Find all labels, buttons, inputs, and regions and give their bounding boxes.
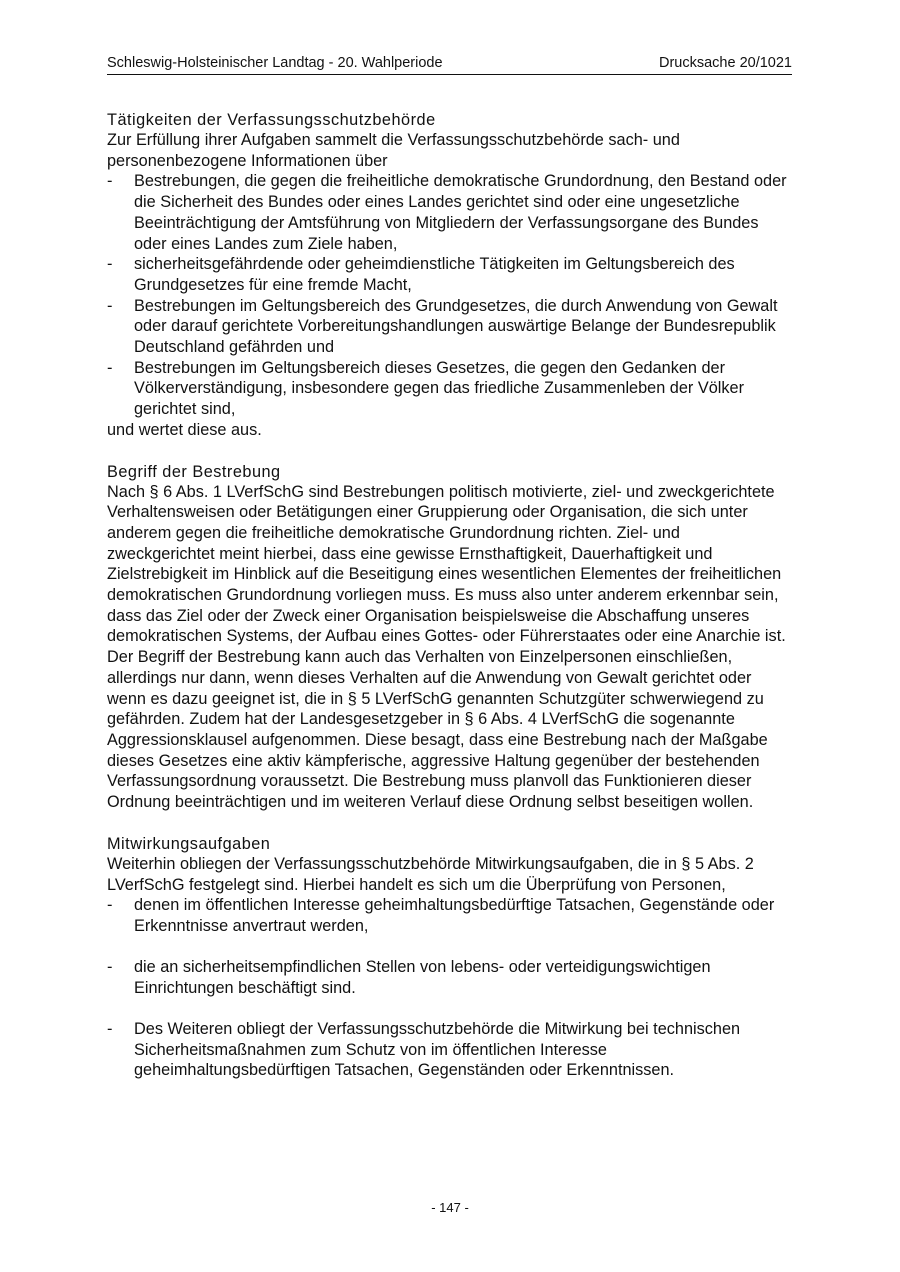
list-item [107, 895, 792, 936]
dash-bullet: - [107, 896, 113, 915]
dash-bullet: - [107, 1020, 113, 1039]
list-item [107, 296, 792, 358]
list-item-text: Des Weiteren obliegt der Verfassungsschutzbehörde die Mitwirkung bei technischen Sicherheitsmaßnahmen zum Schutz von im öffentlichen Interesse geheimhaltungsbedürftigen Tatsachen, Gegenständen oder Erkenntnissen. [134, 1020, 741, 1080]
page-number: - 147 - [431, 1200, 469, 1215]
page-header [107, 54, 792, 75]
list-item [107, 957, 792, 998]
section-body: Nach § 6 Abs. 1 LVerfSchG sind Bestrebungen politisch motivierte, ziel- und zweckgerichtete Verhaltensweisen oder Betätigungen einer Gruppierung oder Organisation, die sich unter anderem gegen die freiheitliche demokratische Grundordnung richten. Ziel- und zweckgerichtet meint hierbei, dass eine gewisse Ernsthaftigkeit, Dauerhaftigkeit und Zielstrebigkeit im Hinblick auf die Beseitigung eines wesentlichen Elementes der freiheitlichen demokratischen Grundordnung vorliegen muss. Es muss also unter anderem erkennbar sein, dass das Ziel oder der Zweck einer Organisation beispielsweise die Abschaffung unseres demokratischen Systems, der Aufbau eines Gottes- oder Führerstaates oder eine Anarchie ist. Der Begriff der Bestrebung kann auch das Verhalten von Einzelpersonen einschließen, allerdings nur dann, wenn dieses Verhalten auf die Anwendung von Gewalt gerichtet oder wenn es dazu geeignet ist, die in § 5 LVerfSchG genannten Schutzgüter schwerwiegend zu gefährden. Zudem hat der Landesgesetzgeber in § 6 Abs. 4 LVerfSchG die sogenannte Aggressionsklausel aufgenommen. Diese besagt, dass eine Bestrebung nach der Maßgabe dieses Gesetzes eine aktiv kämpferische, aggressive Haltung gegenüber der bestehenden Verfassungsordnung voraussetzt. Die Bestrebung muss planvoll das Funktionieren dieser Ordnung beeinträchtigen und im weiteren Verlauf diese Ordnung selbst beseitigen wollen. [107, 482, 786, 812]
section-bestrebung [107, 462, 792, 813]
bullet-list [107, 171, 792, 419]
list-item [107, 1019, 792, 1081]
list-item-text: Bestrebungen im Geltungsbereich des Grundgesetzes, die durch Anwendung von Gewalt oder darauf gerichtete Vorbereitungshandlungen auswärtige Belange der Bundesrepublik Deutschland gefährden und [134, 296, 778, 357]
header-document-number: Drucksache 20/1021 [659, 55, 792, 71]
section-intro: Zur Erfüllung ihrer Aufgaben sammelt die Verfassungsschutzbehörde sach- und personenbezogene Informationen über [107, 131, 680, 170]
dash-bullet: - [107, 958, 113, 977]
bullet-list [107, 895, 792, 1081]
dash-bullet: - [107, 296, 113, 315]
section-heading: Begriff der Bestrebung [107, 462, 281, 481]
section-taetigkeiten [107, 110, 792, 441]
list-item-text: sicherheitsgefährdende oder geheimdienstliche Tätigkeiten im Geltungsbereich des Grundgesetzes für eine fremde Macht, [134, 255, 735, 294]
header-parliament-title: Schleswig-Holsteinischer Landtag - 20. Wahlperiode [107, 55, 443, 71]
dash-bullet: - [107, 172, 113, 191]
list-item [107, 358, 792, 420]
list-item [107, 171, 792, 254]
list-item-text: Bestrebungen im Geltungsbereich dieses Gesetzes, die gegen den Gedanken der Völkerverständigung, insbesondere gegen das friedliche Zusammenleben der Völker gerichtet sind, [134, 358, 745, 419]
list-item [107, 254, 792, 295]
list-item-text: die an sicherheitsempfindlichen Stellen von lebens- oder verteidigungswichtigen Einrichtungen beschäftigt sind. [134, 958, 711, 997]
list-item-text: denen im öffentlichen Interesse geheimhaltungsbedürftige Tatsachen, Gegenstände oder Erkenntnisse anvertraut werden, [134, 896, 775, 935]
list-item-text: Bestrebungen, die gegen die freiheitliche demokratische Grundordnung, den Bestand oder die Sicherheit des Bundes oder eines Landes gerichtet sind oder eine ungesetzliche Beeinträchtigung der Amtsführung von Mitgliedern der Verfassungsorgane des Bundes oder eines Landes zum Ziele haben, [134, 172, 787, 253]
section-intro: Weiterhin obliegen der Verfassungsschutzbehörde Mitwirkungsaufgaben, die in § 5 Abs. 2 LVerfSchG festgelegt sind. Hierbei handelt es sich um die Überprüfung von Personen, [107, 854, 754, 894]
section-heading: Tätigkeiten der Verfassungsschutzbehörde [107, 111, 436, 129]
dash-bullet: - [107, 358, 113, 377]
section-heading: Mitwirkungsaufgaben [107, 834, 271, 853]
dash-bullet: - [107, 255, 113, 274]
section-outro: und wertet diese aus. [107, 420, 262, 439]
document-body [107, 110, 792, 1102]
section-mitwirkung [107, 834, 792, 1081]
